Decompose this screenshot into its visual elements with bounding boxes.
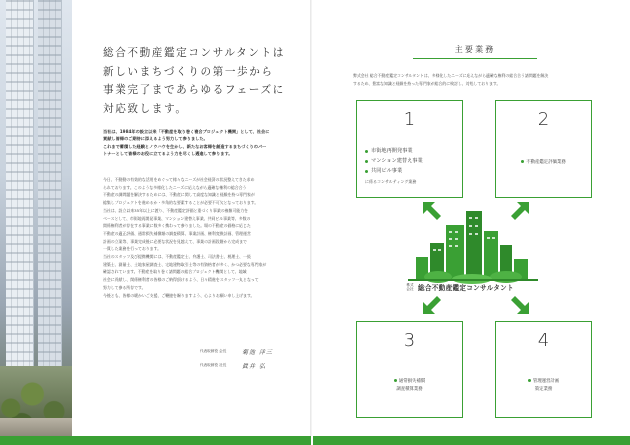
bullet-dot-icon bbox=[365, 170, 368, 173]
headline bbox=[103, 44, 293, 118]
body-line: 当社は、設立以来35年以上に渡り、不動産鑑定評価と重づくり事業の複雑可能力を bbox=[103, 207, 249, 213]
body-line: 計画の立案等、事業完成後に必要な状況を見越えて、事業の計画段階から完成まで bbox=[103, 238, 247, 244]
body-line: 関係権利者が存在する事業に数多く携わって参りました。場の不動産の価格に応じた bbox=[103, 223, 251, 229]
lead-paragraph bbox=[103, 128, 293, 158]
footer-bar-left bbox=[0, 436, 311, 445]
company-type: 株式会社 bbox=[406, 283, 414, 291]
body-line: 今後とも、皆様の暖かいご支援、ご鞭撻を賜りますよう、心よりお願い申し上げます。 bbox=[103, 292, 255, 298]
intro-paragraph bbox=[353, 72, 593, 87]
service-item-label: 調査積算業務 bbox=[396, 387, 423, 392]
headline-line: 新しいまちづくりの第一歩から bbox=[103, 65, 274, 78]
signature-name: 菊池 洋三 bbox=[242, 349, 273, 356]
company-logo bbox=[405, 282, 545, 292]
signature-president bbox=[200, 361, 290, 370]
arrow-down-right-icon bbox=[509, 294, 531, 316]
signature-role: 代表取締役 会長 bbox=[200, 349, 227, 353]
bullet-dot-icon bbox=[365, 160, 368, 163]
title-underline bbox=[413, 58, 537, 59]
body-line: 今日、不動動の有効的な活用をめぐって様々なニーズが社会経済の状況整えてきた求め bbox=[103, 177, 255, 182]
service-item bbox=[365, 166, 423, 176]
service-item bbox=[365, 156, 423, 166]
lead-line: 貢献し皆様のご期待に添えるよう努力して参りました。 bbox=[103, 136, 208, 142]
service-item bbox=[496, 378, 591, 394]
service-number: 2 bbox=[537, 109, 550, 130]
building-photo bbox=[0, 0, 72, 436]
intro-line: 弊式会社 総合不動産鑑定コンサルタントは、多様化したニーズに応えながら適確な権利の総合合う諸問題を解決 bbox=[353, 73, 549, 78]
bullet-dot-icon bbox=[521, 160, 524, 163]
tower-building-secondary bbox=[38, 0, 62, 396]
body-paragraph bbox=[103, 176, 293, 299]
headline-line: 対応致します。 bbox=[103, 102, 188, 115]
service-item-label: 管理運営計画 bbox=[532, 379, 560, 384]
service-number: 1 bbox=[403, 109, 416, 130]
footer-bar-right bbox=[313, 436, 630, 445]
signature-chairman bbox=[200, 347, 290, 356]
service-box-2 bbox=[495, 100, 592, 198]
right-page bbox=[313, 0, 630, 436]
body-line: られております。このような多様化したニーズに応えながら適確な権利の総合合う bbox=[103, 184, 247, 190]
service-item bbox=[365, 146, 423, 156]
service-items bbox=[365, 146, 423, 187]
service-box-3 bbox=[356, 321, 463, 418]
body-line: 建築士、測量士、土地家屋調査士、宅地建物取引士等の有資格者が多く、かつ必要な専門家が bbox=[103, 261, 267, 267]
service-item-label: 通常損失補償 bbox=[398, 379, 426, 384]
lead-line: トナーとして皆様のお役に立てるよう力を尽くし邁進して参ります。 bbox=[103, 151, 233, 157]
body-line: 社会に貢献し、関係権利者の皆様のご納得頂けるよう、日々精進をスタッフ一丸となって bbox=[103, 277, 259, 283]
tower-building bbox=[6, 0, 34, 396]
headline-line: 事業完了まであらゆるフェーズに bbox=[103, 84, 285, 97]
service-note: に係るコンサルティング業務 bbox=[365, 179, 417, 184]
arrow-down-left-icon bbox=[421, 294, 443, 316]
headline-line: 総合不動産鑑定コンサルタントは bbox=[103, 47, 285, 59]
service-item-label: 共同ビル事業 bbox=[371, 168, 403, 174]
plaza-ground bbox=[0, 418, 72, 436]
page-gutter bbox=[310, 0, 312, 436]
body-line: 当社のスタッフ及び提携機関には、不動産鑑定士、弁護士、司法書士、税理士、一級 bbox=[103, 254, 251, 260]
service-item-label: 策定業務 bbox=[534, 387, 553, 392]
section-title: 主要業務 bbox=[454, 44, 496, 54]
service-item bbox=[357, 378, 462, 394]
body-line: 一貫した業務を行っております。 bbox=[103, 246, 162, 252]
service-number: 4 bbox=[537, 330, 550, 351]
service-item-label: 不動産鑑定評価業務 bbox=[526, 160, 566, 165]
lead-line: 当社は、1984年の設立以来「不動産を取り巻く複合プロジェクト機関」として、社会に bbox=[103, 129, 270, 134]
service-box-1 bbox=[356, 100, 463, 198]
bullet-dot-icon bbox=[365, 150, 368, 153]
signature-name: 眞井 弘 bbox=[242, 363, 266, 370]
service-item-label: 市街地再開発事業 bbox=[371, 148, 413, 154]
body-line: 総集しプロジェクトを進めるか・多角的な要素することが必要不可欠となっております。 bbox=[103, 200, 259, 206]
body-line: ベースとして、市街地再開発事業、マンション建替え事業、共同ビル事業等、多数の bbox=[103, 215, 251, 221]
company-name: 総合不動産鑑定コンサルタント bbox=[418, 284, 514, 292]
service-box-4 bbox=[495, 321, 592, 418]
lead-line: これまで蓄積した経験とノウハウを生かし、新たなお客様を創造するまちづくりのパー bbox=[103, 143, 267, 149]
service-item bbox=[496, 159, 591, 167]
body-line: 不動産の適正評価、通常損失補償額の調査積算、事業計画、権利変換計画、管理運営 bbox=[103, 230, 251, 236]
bullet-dot-icon bbox=[528, 379, 531, 382]
body-line: 確認されています。不動産を取り巻く諸問題の総合プロジェクト機関として、地域 bbox=[103, 269, 247, 275]
bullet-dot-icon bbox=[394, 379, 397, 382]
city-illustration-icon bbox=[408, 205, 538, 285]
body-line: 不動産の調問題を解決するためには、不動産に関して高度な知識と経験を持つ専門家が bbox=[103, 192, 255, 198]
body-line: 努力して参る所存です。 bbox=[103, 284, 146, 290]
intro-line: するため、豊富な知識と経験を持った専門家が総合的に検討し、対処しております。 bbox=[353, 80, 501, 86]
service-number: 3 bbox=[403, 330, 416, 351]
signature-role: 代表取締役 社長 bbox=[200, 363, 227, 367]
left-page bbox=[72, 0, 310, 436]
service-item-label: マンション建替え事業 bbox=[371, 158, 423, 164]
